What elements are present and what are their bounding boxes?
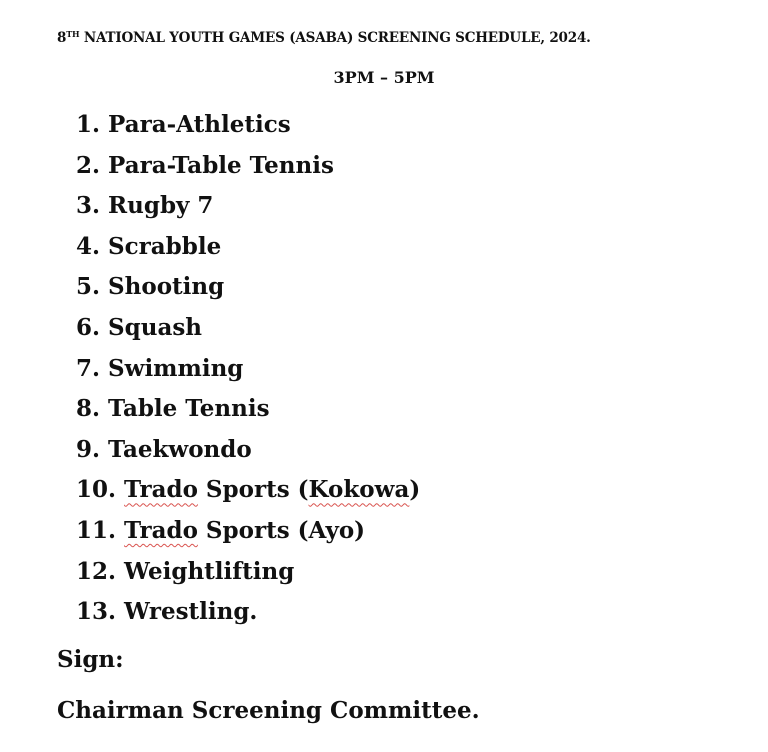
item-number: 4. bbox=[76, 232, 101, 260]
item-text-flagged: Trado bbox=[124, 516, 198, 544]
item-text: Rugby 7 bbox=[108, 192, 214, 220]
item-text: Sports (Ayo) bbox=[197, 516, 366, 544]
chairman-label: Chairman Screening Committee. bbox=[57, 697, 480, 724]
sign-label: Sign: bbox=[57, 646, 124, 673]
item-text: Wrestling. bbox=[124, 598, 258, 626]
item-number: 11. bbox=[76, 516, 117, 544]
item-text-flagged: Kokowa bbox=[308, 476, 410, 504]
item-number: 7. bbox=[76, 354, 101, 382]
list-item bbox=[76, 511, 420, 552]
item-text: Scrabble bbox=[108, 232, 222, 260]
item-text: Shooting bbox=[108, 273, 225, 301]
item-number: 9. bbox=[76, 435, 101, 463]
list-item bbox=[76, 146, 420, 187]
title-text: NATIONAL YOUTH GAMES (ASABA) SCREENING SCHEDULE, 2024. bbox=[79, 30, 591, 46]
item-text: Para-Table Tennis bbox=[108, 151, 334, 179]
list-item bbox=[76, 470, 420, 511]
item-text: Swimming bbox=[108, 354, 244, 382]
item-number: 6. bbox=[76, 313, 101, 341]
item-text: Table Tennis bbox=[108, 395, 270, 423]
item-text: Weightlifting bbox=[124, 557, 295, 585]
title-superscript: TH bbox=[66, 29, 80, 39]
item-number: 2. bbox=[76, 151, 101, 179]
list-item bbox=[76, 267, 420, 308]
item-number: 1. bbox=[76, 111, 101, 138]
list-item bbox=[76, 308, 420, 349]
item-text-flagged: Trado bbox=[124, 476, 198, 504]
list-item bbox=[76, 430, 420, 471]
list-item bbox=[76, 389, 420, 430]
list-item bbox=[76, 105, 420, 146]
list-item bbox=[76, 186, 420, 227]
list-item bbox=[76, 349, 420, 390]
title-prefix: 8 bbox=[57, 30, 67, 46]
item-text: Squash bbox=[108, 313, 203, 341]
time-range: 3PM – 5PM bbox=[333, 68, 435, 87]
sports-list bbox=[76, 105, 420, 633]
list-item bbox=[76, 552, 420, 593]
item-text: Sports ( bbox=[197, 476, 309, 504]
item-number: 3. bbox=[76, 192, 101, 220]
list-item bbox=[76, 592, 420, 633]
item-number: 13. bbox=[76, 598, 117, 626]
item-text: Para-Athletics bbox=[108, 111, 291, 138]
item-number: 5. bbox=[76, 273, 101, 301]
item-number: 10. bbox=[76, 476, 117, 504]
item-number: 8. bbox=[76, 395, 101, 423]
item-text: Taekwondo bbox=[108, 435, 252, 463]
item-text: ) bbox=[409, 476, 421, 504]
item-number: 12. bbox=[76, 557, 117, 585]
document-title bbox=[57, 30, 591, 46]
list-item bbox=[76, 227, 420, 268]
